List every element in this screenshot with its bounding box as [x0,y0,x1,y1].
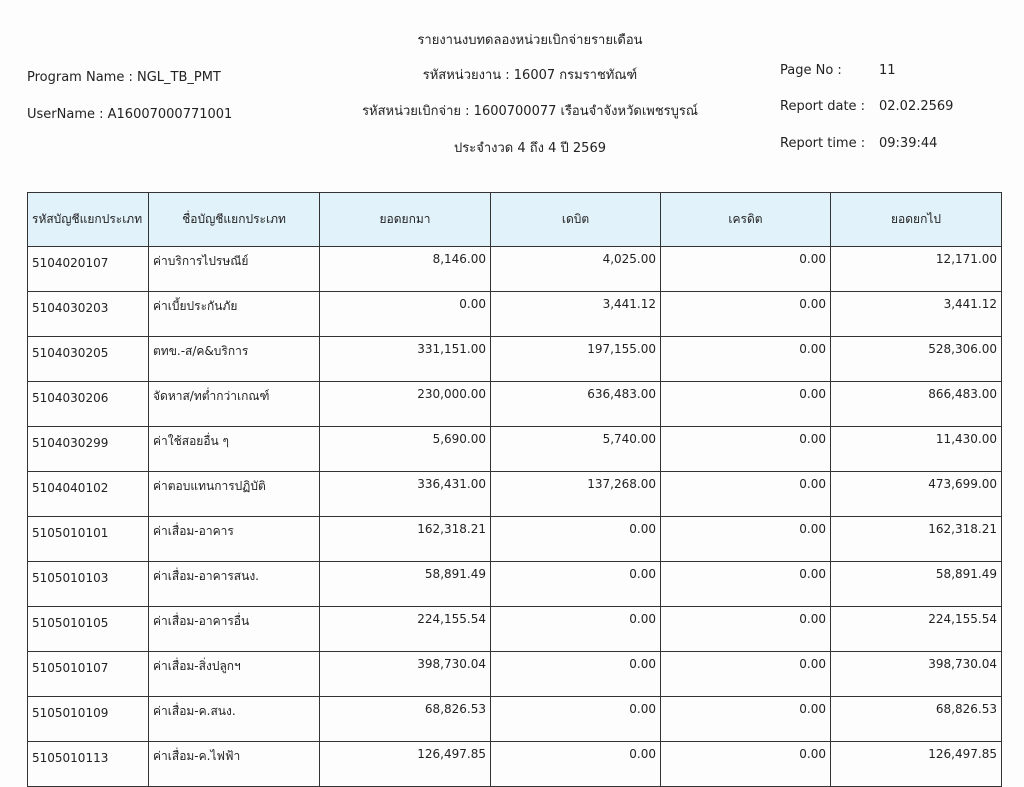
closing-balance-cell: 11,430.00 [831,427,1002,472]
header-account-name: ชื่อบัญชีแยกประเภท [149,193,320,247]
credit-cell: 0.00 [661,472,831,517]
debit-cell: 0.00 [491,607,661,652]
table-row [28,427,1002,472]
debit-cell: 0.00 [491,697,661,742]
table-row [28,337,1002,382]
table-row [28,562,1002,607]
account-code-cell: 5104030203 [28,292,149,337]
account-code-cell: 5105010113 [28,742,149,787]
account-code-cell: 5104030205 [28,337,149,382]
credit-cell: 0.00 [661,742,831,787]
report-time-value: 09:39:44 [879,136,938,151]
closing-balance-cell: 866,483.00 [831,382,1002,427]
account-name-cell: ค่าเสื่อม-อาคารอื่น [149,607,320,652]
account-code-cell: 5105010105 [28,607,149,652]
debit-cell: 5,740.00 [491,427,661,472]
account-name-cell: ค่าใช้สอยอื่น ๆ [149,427,320,472]
debit-cell: 137,268.00 [491,472,661,517]
credit-cell: 0.00 [661,382,831,427]
account-code-cell: 5104030299 [28,427,149,472]
account-code-cell: 5104040102 [28,472,149,517]
credit-cell: 0.00 [661,652,831,697]
credit-cell: 0.00 [661,607,831,652]
closing-balance-cell: 473,699.00 [831,472,1002,517]
account-name-cell: ตทข.-ส/ค&บริการ [149,337,320,382]
credit-cell: 0.00 [661,337,831,382]
account-name-cell: ค่าเสื่อม-อาคารสนง. [149,562,320,607]
program-name: Program Name : NGL_TB_PMT [27,70,221,85]
table-row [28,247,1002,292]
account-code-cell: 5105010101 [28,517,149,562]
account-code-cell: 5105010109 [28,697,149,742]
opening-balance-cell: 8,146.00 [320,247,491,292]
account-name-cell: จัดหาส/ทต่ำกว่าเกณฑ์ [149,382,320,427]
opening-balance-cell: 230,000.00 [320,382,491,427]
opening-balance-cell: 68,826.53 [320,697,491,742]
debit-cell: 3,441.12 [491,292,661,337]
header-opening-balance: ยอดยกมา [320,193,491,247]
header-credit: เครดิต [661,193,831,247]
table-row [28,742,1002,787]
trial-balance-table [27,192,1002,787]
header-closing-balance: ยอดยกไป [831,193,1002,247]
page-no-value: 11 [879,63,896,78]
debit-cell: 0.00 [491,517,661,562]
report-period: ประจำงวด 4 ถึง 4 ปี 2569 [454,141,606,156]
opening-balance-cell: 5,690.00 [320,427,491,472]
credit-cell: 0.00 [661,562,831,607]
opening-balance-cell: 0.00 [320,292,491,337]
opening-balance-cell: 58,891.49 [320,562,491,607]
account-name-cell: ค่าบริการไปรษณีย์ [149,247,320,292]
opening-balance-cell: 331,151.00 [320,337,491,382]
opening-balance-cell: 336,431.00 [320,472,491,517]
credit-cell: 0.00 [661,247,831,292]
page-no-label: Page No : [780,63,842,78]
account-name-cell: ค่าเสื่อม-สิ่งปลูกฯ [149,652,320,697]
table-row [28,292,1002,337]
debit-cell: 4,025.00 [491,247,661,292]
agency-code: รหัสหน่วยงาน : 16007 กรมราชทัณฑ์ [422,68,638,83]
account-name-cell: ค่าเสื่อม-อาคาร [149,517,320,562]
account-code-cell: 5104030206 [28,382,149,427]
debit-cell: 636,483.00 [491,382,661,427]
account-name-cell: ค่าเบี้ยประกันภัย [149,292,320,337]
report-title: รายงานงบทดลองหน่วยเบิกจ่ายรายเดือน [417,33,643,48]
debit-cell: 0.00 [491,562,661,607]
closing-balance-cell: 12,171.00 [831,247,1002,292]
table-header-row [28,193,1002,247]
table-row [28,607,1002,652]
account-name-cell: ค่าเสื่อม-ค.สนง. [149,697,320,742]
table-row [28,517,1002,562]
disbursing-unit: รหัสหน่วยเบิกจ่าย : 1600700077 เรือนจำจังหวัดเพชรบูรณ์ [362,104,698,119]
header-debit: เดบิต [491,193,661,247]
report-date-value: 02.02.2569 [879,99,954,114]
table-row [28,652,1002,697]
closing-balance-cell: 3,441.12 [831,292,1002,337]
credit-cell: 0.00 [661,427,831,472]
closing-balance-cell: 68,826.53 [831,697,1002,742]
debit-cell: 0.00 [491,652,661,697]
account-code-cell: 5104020107 [28,247,149,292]
closing-balance-cell: 398,730.04 [831,652,1002,697]
table-row [28,382,1002,427]
table-row [28,697,1002,742]
account-code-cell: 5105010103 [28,562,149,607]
closing-balance-cell: 162,318.21 [831,517,1002,562]
closing-balance-cell: 224,155.54 [831,607,1002,652]
opening-balance-cell: 162,318.21 [320,517,491,562]
report-date-label: Report date : [780,99,866,114]
debit-cell: 0.00 [491,742,661,787]
credit-cell: 0.00 [661,517,831,562]
account-name-cell: ค่าตอบแทนการปฏิบัติ [149,472,320,517]
opening-balance-cell: 126,497.85 [320,742,491,787]
closing-balance-cell: 528,306.00 [831,337,1002,382]
opening-balance-cell: 398,730.04 [320,652,491,697]
opening-balance-cell: 224,155.54 [320,607,491,652]
account-name-cell: ค่าเสื่อม-ค.ไฟฟ้า [149,742,320,787]
user-name: UserName : A16007000771001 [27,107,233,122]
header-account-code: รหัสบัญชีแยกประเภท [28,193,149,247]
table-row [28,472,1002,517]
credit-cell: 0.00 [661,292,831,337]
credit-cell: 0.00 [661,697,831,742]
closing-balance-cell: 126,497.85 [831,742,1002,787]
account-code-cell: 5105010107 [28,652,149,697]
report-time-label: Report time : [780,136,866,151]
closing-balance-cell: 58,891.49 [831,562,1002,607]
debit-cell: 197,155.00 [491,337,661,382]
